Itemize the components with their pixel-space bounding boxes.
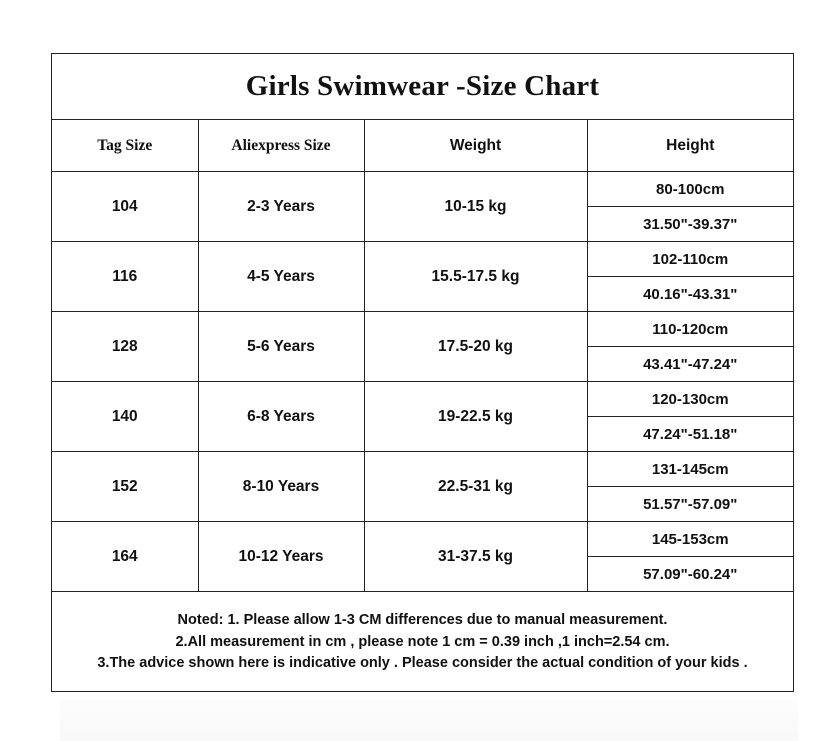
aliexpress-size-cell: 10-12 Years (198, 522, 364, 592)
height-inch-cell: 47.24"-51.18" (587, 417, 793, 452)
size-chart (51, 53, 794, 692)
chart-title: Girls Swimwear -Size Chart (52, 54, 793, 120)
tag-size-cell: 128 (52, 312, 198, 382)
note-line: Noted: 1. Please allow 1-3 CM differences due to manual measurement. (177, 612, 668, 629)
tag-size-cell: 140 (52, 382, 198, 452)
note-line: 3.The advice shown here is indicative only . Please consider the actual condition of your kids . (97, 655, 748, 672)
height-cm-cell: 131-145cm (587, 452, 793, 487)
header-height: Height (587, 120, 793, 172)
height-cm-cell: 110-120cm (587, 312, 793, 347)
aliexpress-size-cell: 6-8 Years (198, 382, 364, 452)
header-aliexpress-size: Aliexpress Size (198, 120, 364, 172)
background-fade (60, 700, 798, 741)
aliexpress-size-cell: 5-6 Years (198, 312, 364, 382)
height-inch-cell: 43.41"-47.24" (587, 347, 793, 382)
table-row (52, 242, 793, 277)
table-row (52, 382, 793, 417)
tag-size-cell: 164 (52, 522, 198, 592)
weight-cell: 10-15 kg (364, 172, 587, 242)
weight-cell: 22.5-31 kg (364, 452, 587, 522)
height-cm-cell: 80-100cm (587, 172, 793, 207)
table-row (52, 452, 793, 487)
height-inch-cell: 51.57"-57.09" (587, 487, 793, 522)
tag-size-cell: 152 (52, 452, 198, 522)
header-weight: Weight (364, 120, 587, 172)
aliexpress-size-cell: 4-5 Years (198, 242, 364, 312)
table-row (52, 522, 793, 557)
weight-cell: 17.5-20 kg (364, 312, 587, 382)
height-inch-cell: 31.50"-39.37" (587, 207, 793, 242)
weight-cell: 19-22.5 kg (364, 382, 587, 452)
table-row (52, 172, 793, 207)
height-inch-cell: 40.16"-43.31" (587, 277, 793, 312)
aliexpress-size-cell: 2-3 Years (198, 172, 364, 242)
weight-cell: 15.5-17.5 kg (364, 242, 587, 312)
size-table (52, 120, 793, 592)
height-cm-cell: 120-130cm (587, 382, 793, 417)
notes (52, 594, 793, 691)
tag-size-cell: 104 (52, 172, 198, 242)
table-row (52, 312, 793, 347)
tag-size-cell: 116 (52, 242, 198, 312)
note-line: 2.All measurement in cm , please note 1 cm = 0.39 inch ,1 inch=2.54 cm. (175, 633, 670, 650)
height-cm-cell: 102-110cm (587, 242, 793, 277)
height-cm-cell: 145-153cm (587, 522, 793, 557)
aliexpress-size-cell: 8-10 Years (198, 452, 364, 522)
height-inch-cell: 57.09"-60.24" (587, 557, 793, 592)
header-tag-size: Tag Size (52, 120, 198, 172)
weight-cell: 31-37.5 kg (364, 522, 587, 592)
header-row (52, 120, 793, 172)
